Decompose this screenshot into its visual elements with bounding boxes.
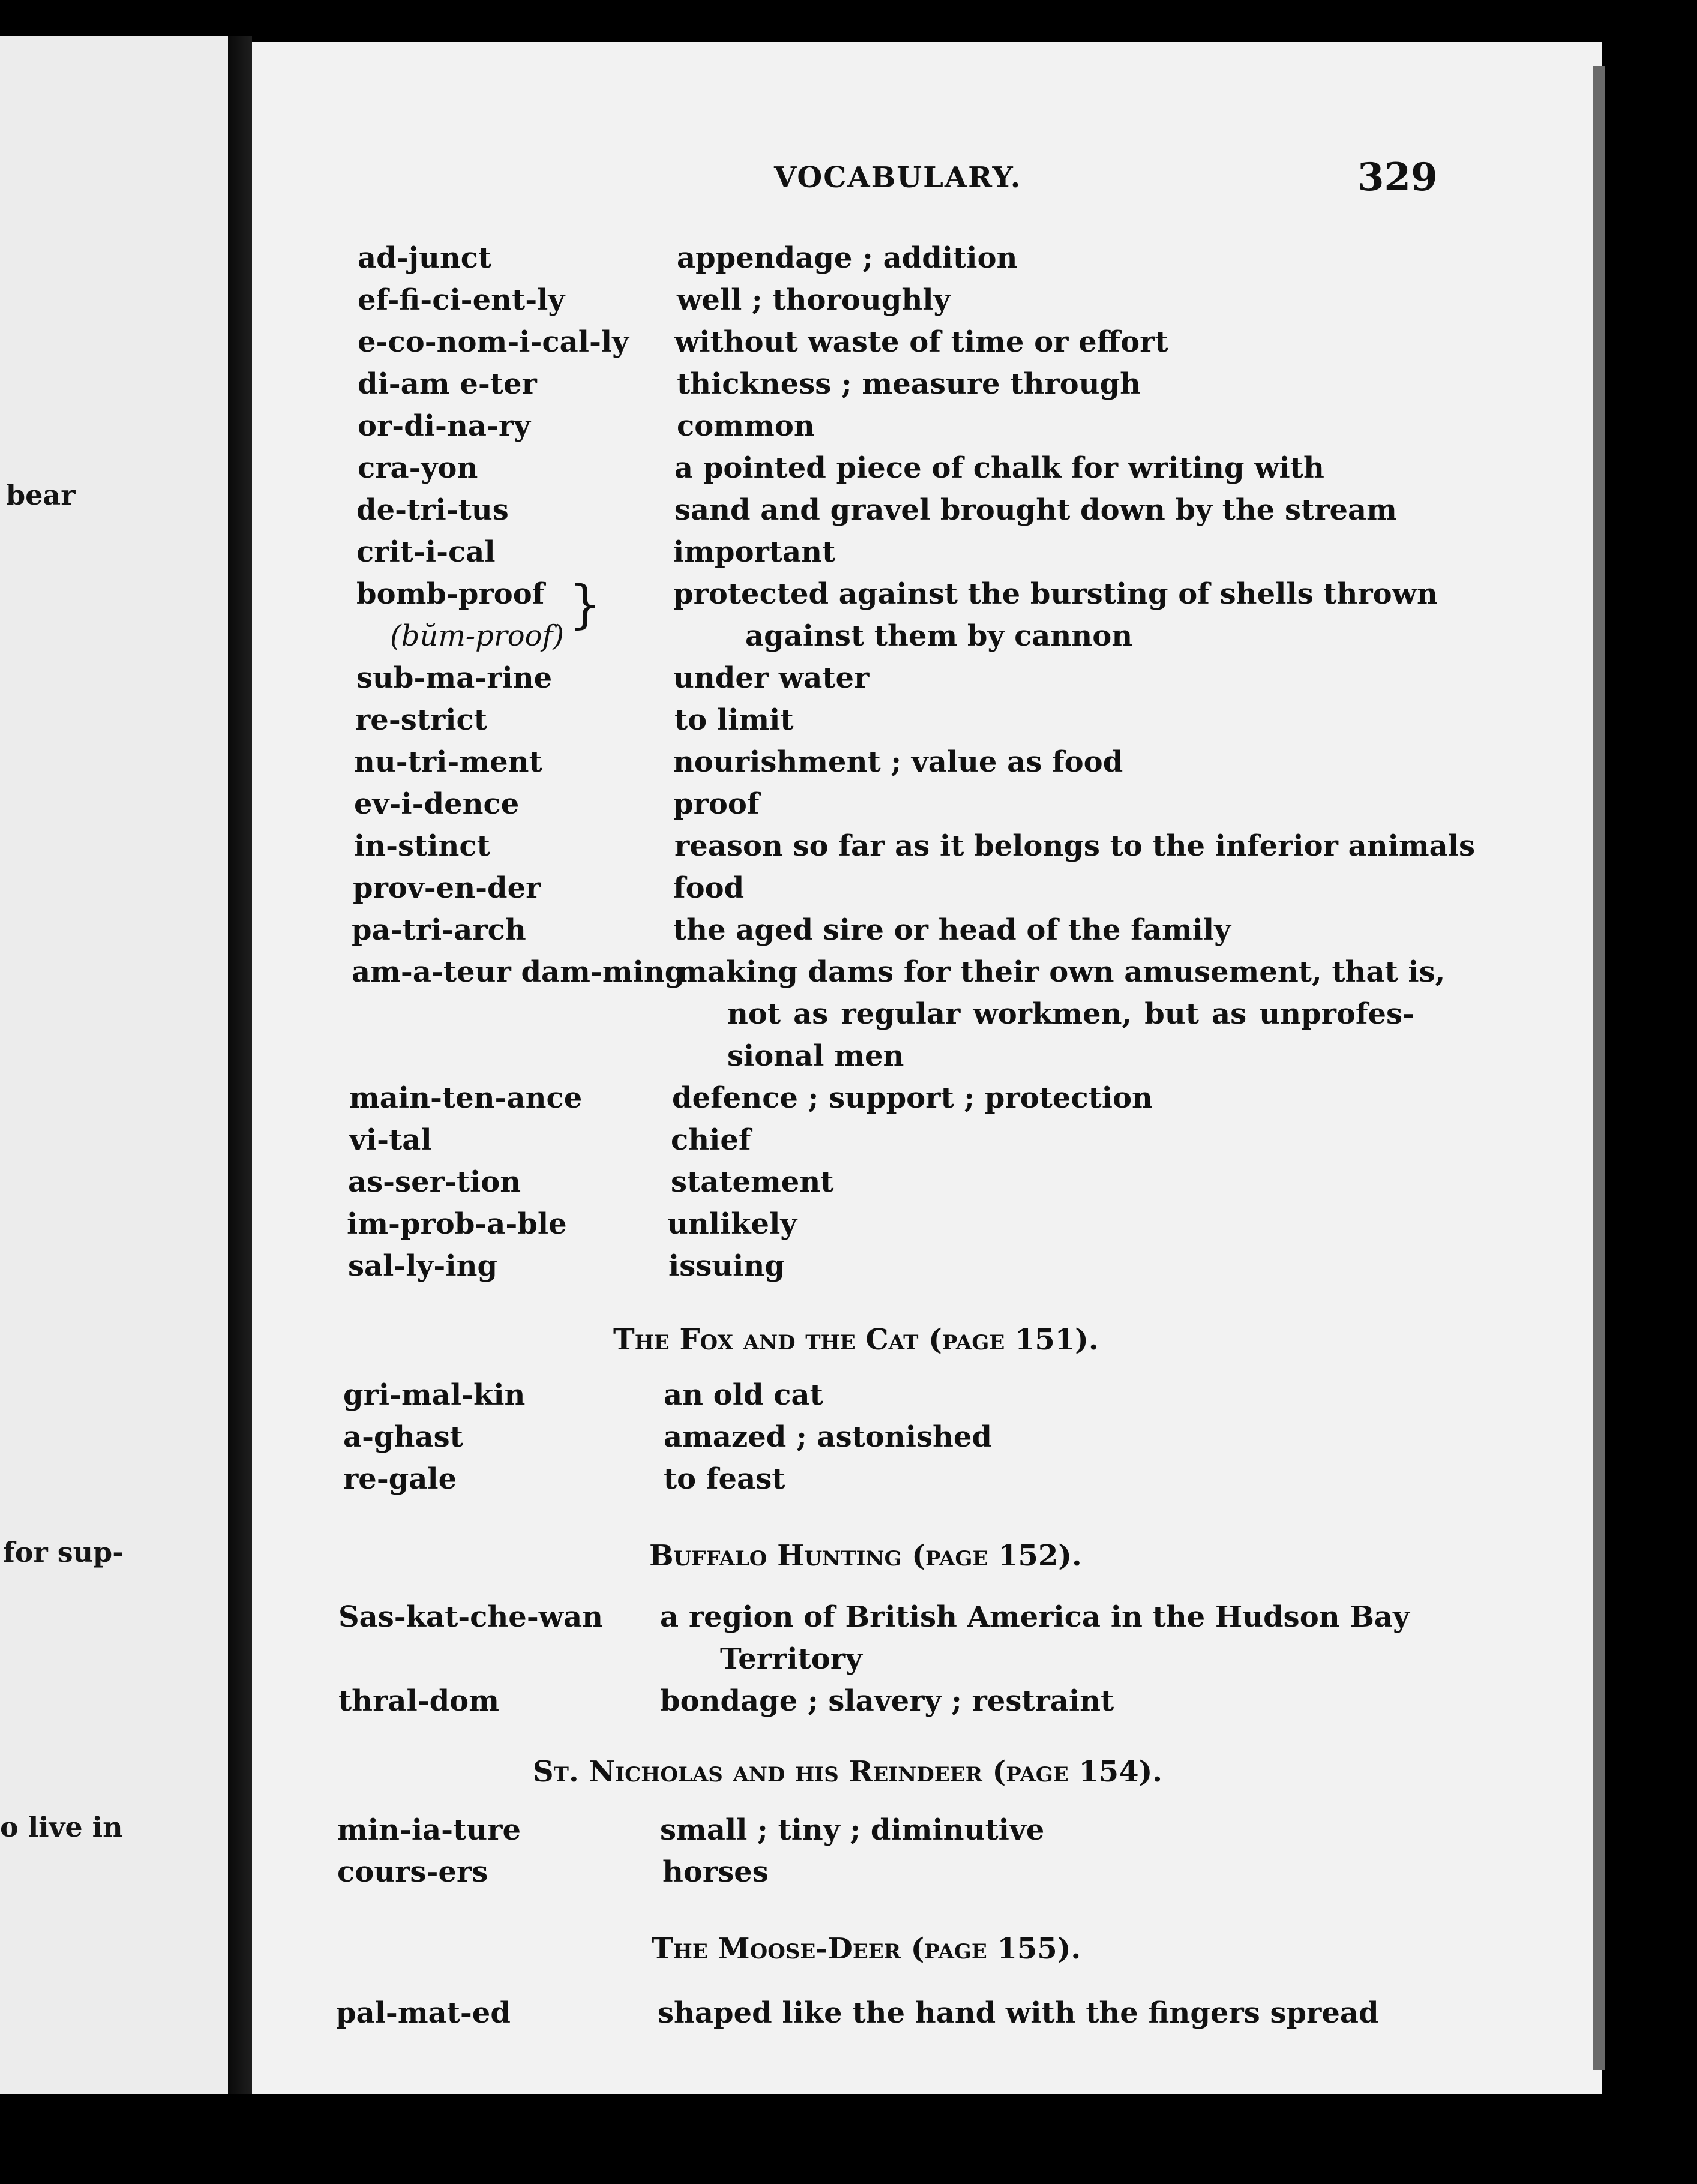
entry-term: sal-ly-ing bbox=[348, 1249, 498, 1283]
brace-icon: } bbox=[569, 575, 602, 635]
entry-term: e-co-nom-i-cal-ly bbox=[358, 325, 629, 359]
vocab-entry bbox=[0, 867, 1596, 909]
vocab-entry bbox=[0, 1245, 1596, 1287]
section-heading: St. Nicholas and his Reindeer (page 154). bbox=[533, 1755, 1162, 1789]
entry-definition: making dams for their own amusement, that is, bbox=[677, 955, 1446, 989]
vocab-entry bbox=[0, 363, 1596, 405]
pronunciation: (bŭm-proof) bbox=[390, 619, 565, 653]
entry-definition: appendage ; addition bbox=[677, 241, 1018, 275]
entry-definition: the aged sire or head of the family bbox=[673, 913, 1231, 947]
entry-term: di-am e-ter bbox=[358, 367, 537, 401]
entry-term: nu-tri-ment bbox=[354, 745, 542, 779]
entry-definition: common bbox=[677, 409, 815, 443]
entry-definition: unlikely bbox=[667, 1207, 797, 1241]
entry-term: am-a-teur dam-ming bbox=[352, 955, 685, 989]
entry-definition: defence ; support ; protection bbox=[672, 1081, 1153, 1115]
entry-definition: an old cat bbox=[664, 1378, 823, 1412]
entry-definition: well ; thoroughly bbox=[677, 283, 951, 317]
entry-definition: thickness ; measure through bbox=[677, 367, 1141, 401]
vocab-entry bbox=[0, 825, 1596, 867]
vocab-entry bbox=[0, 1416, 1596, 1458]
entry-definition: proof bbox=[673, 787, 760, 821]
entry-definition-continued: not as regular workmen, but as unprofes- bbox=[727, 997, 1414, 1031]
entry-term: in-stinct bbox=[354, 829, 490, 863]
vocab-entry bbox=[0, 531, 1596, 573]
entry-term: cours-ers bbox=[337, 1855, 488, 1889]
entry-term: Sas-kat-che-wan bbox=[338, 1600, 604, 1634]
entry-term: re-gale bbox=[343, 1462, 457, 1496]
entry-definition: a pointed piece of chalk for writing with bbox=[674, 451, 1324, 485]
vocab-entry bbox=[0, 489, 1596, 531]
entry-definition: protected against the bursting of shells thrown bbox=[673, 577, 1438, 611]
vocab-entry bbox=[0, 447, 1596, 489]
vocab-entry bbox=[0, 1161, 1596, 1203]
vocab-entry bbox=[0, 573, 1596, 615]
left-page-fragment: o live in bbox=[0, 1811, 123, 1843]
entry-definition: bondage ; slavery ; restraint bbox=[660, 1684, 1114, 1718]
entry-term: a-ghast bbox=[343, 1420, 463, 1454]
vocab-entry bbox=[0, 1119, 1596, 1161]
entry-term: ev-i-dence bbox=[354, 787, 520, 821]
entry-definition: to limit bbox=[674, 703, 794, 737]
vocab-entry bbox=[0, 783, 1596, 825]
entry-term: prov-en-der bbox=[353, 871, 541, 905]
vocab-entry bbox=[0, 741, 1596, 783]
entry-definition: statement bbox=[671, 1165, 834, 1199]
entry-definition: under water bbox=[673, 661, 870, 695]
entry-definition: reason so far as it belongs to the inferior animals bbox=[674, 829, 1476, 863]
entry-definition: horses bbox=[662, 1855, 769, 1889]
entry-definition: chief bbox=[671, 1123, 751, 1157]
vocab-entry bbox=[0, 1077, 1596, 1119]
vocab-entry bbox=[0, 909, 1596, 951]
entry-term: thral-dom bbox=[338, 1684, 499, 1718]
section-heading: The Fox and the Cat (page 151). bbox=[613, 1323, 1099, 1357]
vocab-entry bbox=[0, 1596, 1596, 1638]
left-page-fragment: bear bbox=[6, 479, 76, 511]
entry-definition: shaped like the hand with the fingers spread bbox=[658, 1996, 1379, 2030]
entry-term: or-di-na-ry bbox=[358, 409, 531, 443]
vocab-entry bbox=[0, 237, 1596, 279]
vocab-entry bbox=[0, 951, 1596, 993]
entry-term: cra-yon bbox=[358, 451, 478, 485]
entry-definition: sand and gravel brought down by the stream bbox=[674, 493, 1397, 527]
vocab-entry bbox=[0, 1809, 1596, 1851]
entry-definition: to feast bbox=[664, 1462, 785, 1496]
entry-definition: food bbox=[673, 871, 745, 905]
entry-term: re-strict bbox=[355, 703, 487, 737]
page-number: 329 bbox=[1357, 155, 1438, 200]
vocab-entry bbox=[0, 699, 1596, 741]
vocab-entry bbox=[0, 657, 1596, 699]
running-head: VOCABULARY. bbox=[774, 161, 1022, 194]
entry-definition: issuing bbox=[668, 1249, 785, 1283]
entry-term: main-ten-ance bbox=[349, 1081, 583, 1115]
entry-term: pa-tri-arch bbox=[352, 913, 526, 947]
entry-definition: small ; tiny ; diminutive bbox=[660, 1813, 1045, 1847]
vocab-entry bbox=[0, 1680, 1596, 1722]
entry-term: crit-i-cal bbox=[356, 535, 496, 569]
entry-term: ad-junct bbox=[358, 241, 492, 275]
entry-term: im-prob-a-ble bbox=[347, 1207, 567, 1241]
entry-term: ef-fi-ci-ent-ly bbox=[358, 283, 565, 317]
entry-definition-continued: against them by cannon bbox=[745, 619, 1133, 653]
entry-term: vi-tal bbox=[349, 1123, 432, 1157]
entry-term: bomb-proof bbox=[356, 577, 545, 611]
entry-term: pal-mat-ed bbox=[336, 1996, 511, 2030]
entry-term: gri-mal-kin bbox=[343, 1378, 526, 1412]
vocab-entry bbox=[0, 405, 1596, 447]
vocab-entry bbox=[0, 321, 1596, 363]
vocab-entry bbox=[0, 1851, 1596, 1893]
section-heading: Buffalo Hunting (page 152). bbox=[649, 1539, 1082, 1573]
entry-definition: amazed ; astonished bbox=[664, 1420, 992, 1454]
entry-definition: important bbox=[673, 535, 836, 569]
vocab-entry bbox=[0, 1203, 1596, 1245]
vocab-entry bbox=[0, 1374, 1596, 1416]
entry-term: as-ser-tion bbox=[348, 1165, 521, 1199]
entry-definition-continued: sional men bbox=[727, 1039, 904, 1073]
entry-definition-continued: Territory bbox=[720, 1642, 862, 1676]
section-heading: The Moose-Deer (page 155). bbox=[652, 1932, 1081, 1966]
entry-definition: a region of British America in the Hudson Bay bbox=[660, 1600, 1410, 1634]
entry-term: de-tri-tus bbox=[356, 493, 509, 527]
vocab-entry bbox=[0, 1458, 1596, 1500]
entry-term: min-ia-ture bbox=[337, 1813, 521, 1847]
entry-definition: nourishment ; value as food bbox=[673, 745, 1123, 779]
entry-definition: without waste of time or effort bbox=[674, 325, 1168, 359]
left-page-fragment: for sup- bbox=[3, 1536, 124, 1568]
entry-term: sub-ma-rine bbox=[356, 661, 553, 695]
vocab-entry bbox=[0, 279, 1596, 321]
vocab-entry bbox=[0, 1992, 1596, 2034]
